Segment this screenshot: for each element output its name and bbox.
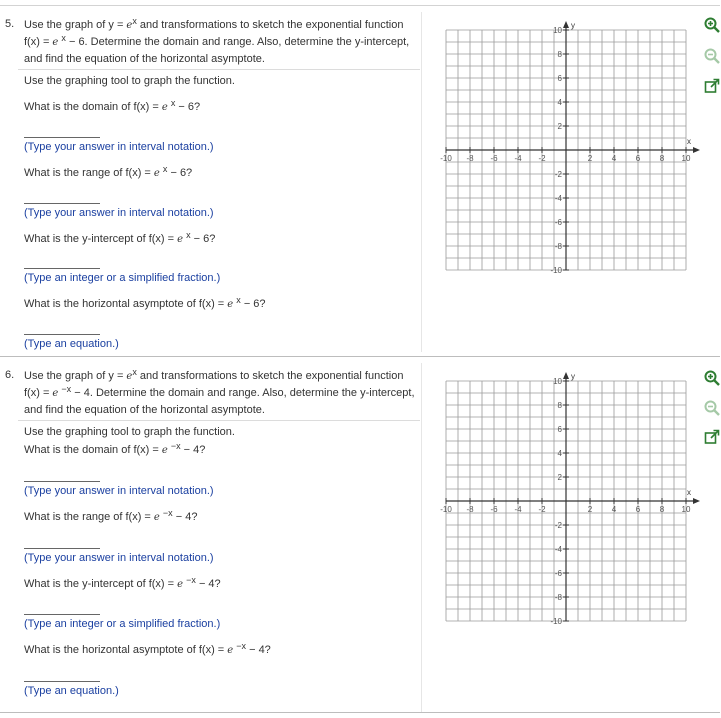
problem-instruction: Use the graph of $y = e^x$ and transformations to sketch the exponential function f(x) = e $^{-x}$ − 4. Determine the domain and range. Also, determine the y-intercept, and find the equation of the horizontal asymptote. xyxy=(24,367,415,416)
y-tick-label: -4 xyxy=(554,545,562,554)
y-tick-label: -4 xyxy=(554,194,562,203)
range-hint: (Type your answer in interval notation.) xyxy=(24,552,214,564)
x-tick-label: -2 xyxy=(538,154,546,163)
asymptote-question: What is the horizontal asymptote of f(x) = e $^x$ − 6? xyxy=(24,295,266,310)
x-tick-label: -10 xyxy=(440,154,452,163)
y-tick-label: -10 xyxy=(550,266,562,275)
x-tick-label: -4 xyxy=(514,154,522,163)
x-tick-label: -8 xyxy=(466,154,474,163)
x-tick-label: 2 xyxy=(587,505,593,514)
y-tick-label: 4 xyxy=(557,98,562,107)
x-tick-label: 2 xyxy=(587,154,593,163)
y-tick-label: 2 xyxy=(557,473,562,482)
y-intercept-hint: (Type an integer or a simplified fraction.) xyxy=(24,618,221,630)
x-tick-label: -6 xyxy=(490,154,498,163)
range-answer-input[interactable] xyxy=(24,548,100,549)
popout-icon[interactable] xyxy=(703,428,721,446)
coordinate-grid[interactable] xyxy=(440,371,706,631)
y-tick-label: 2 xyxy=(557,122,562,131)
x-tick-label: 4 xyxy=(611,154,617,163)
asymptote-answer-input[interactable] xyxy=(24,334,100,335)
zoom-in-icon[interactable] xyxy=(703,16,721,34)
x-tick-label: -2 xyxy=(538,505,546,514)
y-intercept-hint: (Type an integer or a simplified fraction.) xyxy=(24,272,221,284)
y-tick-label: 6 xyxy=(557,74,562,83)
range-answer-input[interactable] xyxy=(24,203,100,204)
domain-hint: (Type your answer in interval notation.) xyxy=(24,141,214,153)
y-axis-arrow xyxy=(563,21,569,28)
section-divider xyxy=(18,420,420,421)
x-tick-label: 10 xyxy=(681,154,691,163)
x-axis-label: x xyxy=(687,488,691,497)
y-tick-label: -8 xyxy=(554,593,562,602)
tool-instruction: Use the graphing tool to graph the function. xyxy=(24,426,235,438)
y-axis-label: y xyxy=(571,21,575,30)
y-tick-label: -2 xyxy=(554,521,562,530)
x-tick-label: -4 xyxy=(514,505,522,514)
x-tick-label: 6 xyxy=(635,505,641,514)
problem-number: 6. xyxy=(5,369,15,381)
y-intercept-question: What is the y-intercept of f(x) = e $^x$ − 6? xyxy=(24,230,216,245)
asymptote-hint: (Type an equation.) xyxy=(24,685,119,697)
y-tick-label: 4 xyxy=(557,449,562,458)
y-intercept-answer-input[interactable] xyxy=(24,614,100,615)
asymptote-hint: (Type an equation.) xyxy=(24,338,119,350)
range-question: What is the range of f(x) = e $^x$ − 6? xyxy=(24,164,193,179)
tool-instruction: Use the graphing tool to graph the function. xyxy=(24,75,235,87)
y-tick-label: -6 xyxy=(554,218,562,227)
column-divider xyxy=(421,12,422,352)
y-intercept-question: What is the y-intercept of f(x) = e $^{-x}$ − 4? xyxy=(24,575,221,590)
y-intercept-answer-input[interactable] xyxy=(24,268,100,269)
domain-answer-input[interactable] xyxy=(24,481,100,482)
y-tick-label: -2 xyxy=(554,170,562,179)
x-tick-label: -10 xyxy=(440,505,452,514)
zoom-out-icon[interactable] xyxy=(703,47,721,65)
column-divider xyxy=(421,363,422,713)
top-border xyxy=(0,5,720,6)
domain-answer-input[interactable] xyxy=(24,137,100,138)
y-tick-label: 6 xyxy=(557,425,562,434)
y-axis-label: y xyxy=(571,372,575,381)
zoom-in-icon[interactable] xyxy=(703,369,721,387)
section-divider xyxy=(18,69,420,70)
x-tick-label: 8 xyxy=(659,154,665,163)
range-hint: (Type your answer in interval notation.) xyxy=(24,207,214,219)
x-tick-label: 8 xyxy=(659,505,665,514)
y-tick-label: -6 xyxy=(554,569,562,578)
x-tick-label: -8 xyxy=(466,505,474,514)
x-tick-label: 10 xyxy=(681,505,691,514)
x-tick-label: 4 xyxy=(611,505,617,514)
coordinate-grid[interactable] xyxy=(440,20,706,280)
y-tick-label: 8 xyxy=(557,50,562,59)
x-tick-label: 6 xyxy=(635,154,641,163)
domain-question: What is the domain of f(x) = e $^x$ − 6? xyxy=(24,98,201,113)
x-axis-arrow xyxy=(693,498,700,504)
domain-question: What is the domain of f(x) = e $^{-x}$ − 4? xyxy=(24,441,206,456)
problem-number: 5. xyxy=(5,18,15,30)
y-tick-label: 10 xyxy=(553,377,562,386)
y-axis-arrow xyxy=(563,372,569,379)
x-axis-label: x xyxy=(687,137,691,146)
domain-hint: (Type your answer in interval notation.) xyxy=(24,485,214,497)
zoom-out-icon[interactable] xyxy=(703,399,721,417)
problem-instruction: Use the graph of $y = e^x$ and transformations to sketch the exponential function f(x) = e $^x$ − 6. Determine the domain and range. Also, determine the y-intercept, and find the equation of the horizontal asymptote. xyxy=(24,16,410,65)
x-tick-label: -6 xyxy=(490,505,498,514)
y-tick-label: -8 xyxy=(554,242,562,251)
problem-divider xyxy=(0,712,720,713)
x-axis-arrow xyxy=(693,147,700,153)
asymptote-question: What is the horizontal asymptote of f(x) = e $^{-x}$ − 4? xyxy=(24,641,271,656)
y-tick-label: 10 xyxy=(553,26,562,35)
range-question: What is the range of f(x) = e $^{-x}$ − 4? xyxy=(24,508,198,523)
problem-divider xyxy=(0,356,720,357)
popout-icon[interactable] xyxy=(703,77,721,95)
asymptote-answer-input[interactable] xyxy=(24,681,100,682)
y-tick-label: 8 xyxy=(557,401,562,410)
y-tick-label: -10 xyxy=(550,617,562,626)
